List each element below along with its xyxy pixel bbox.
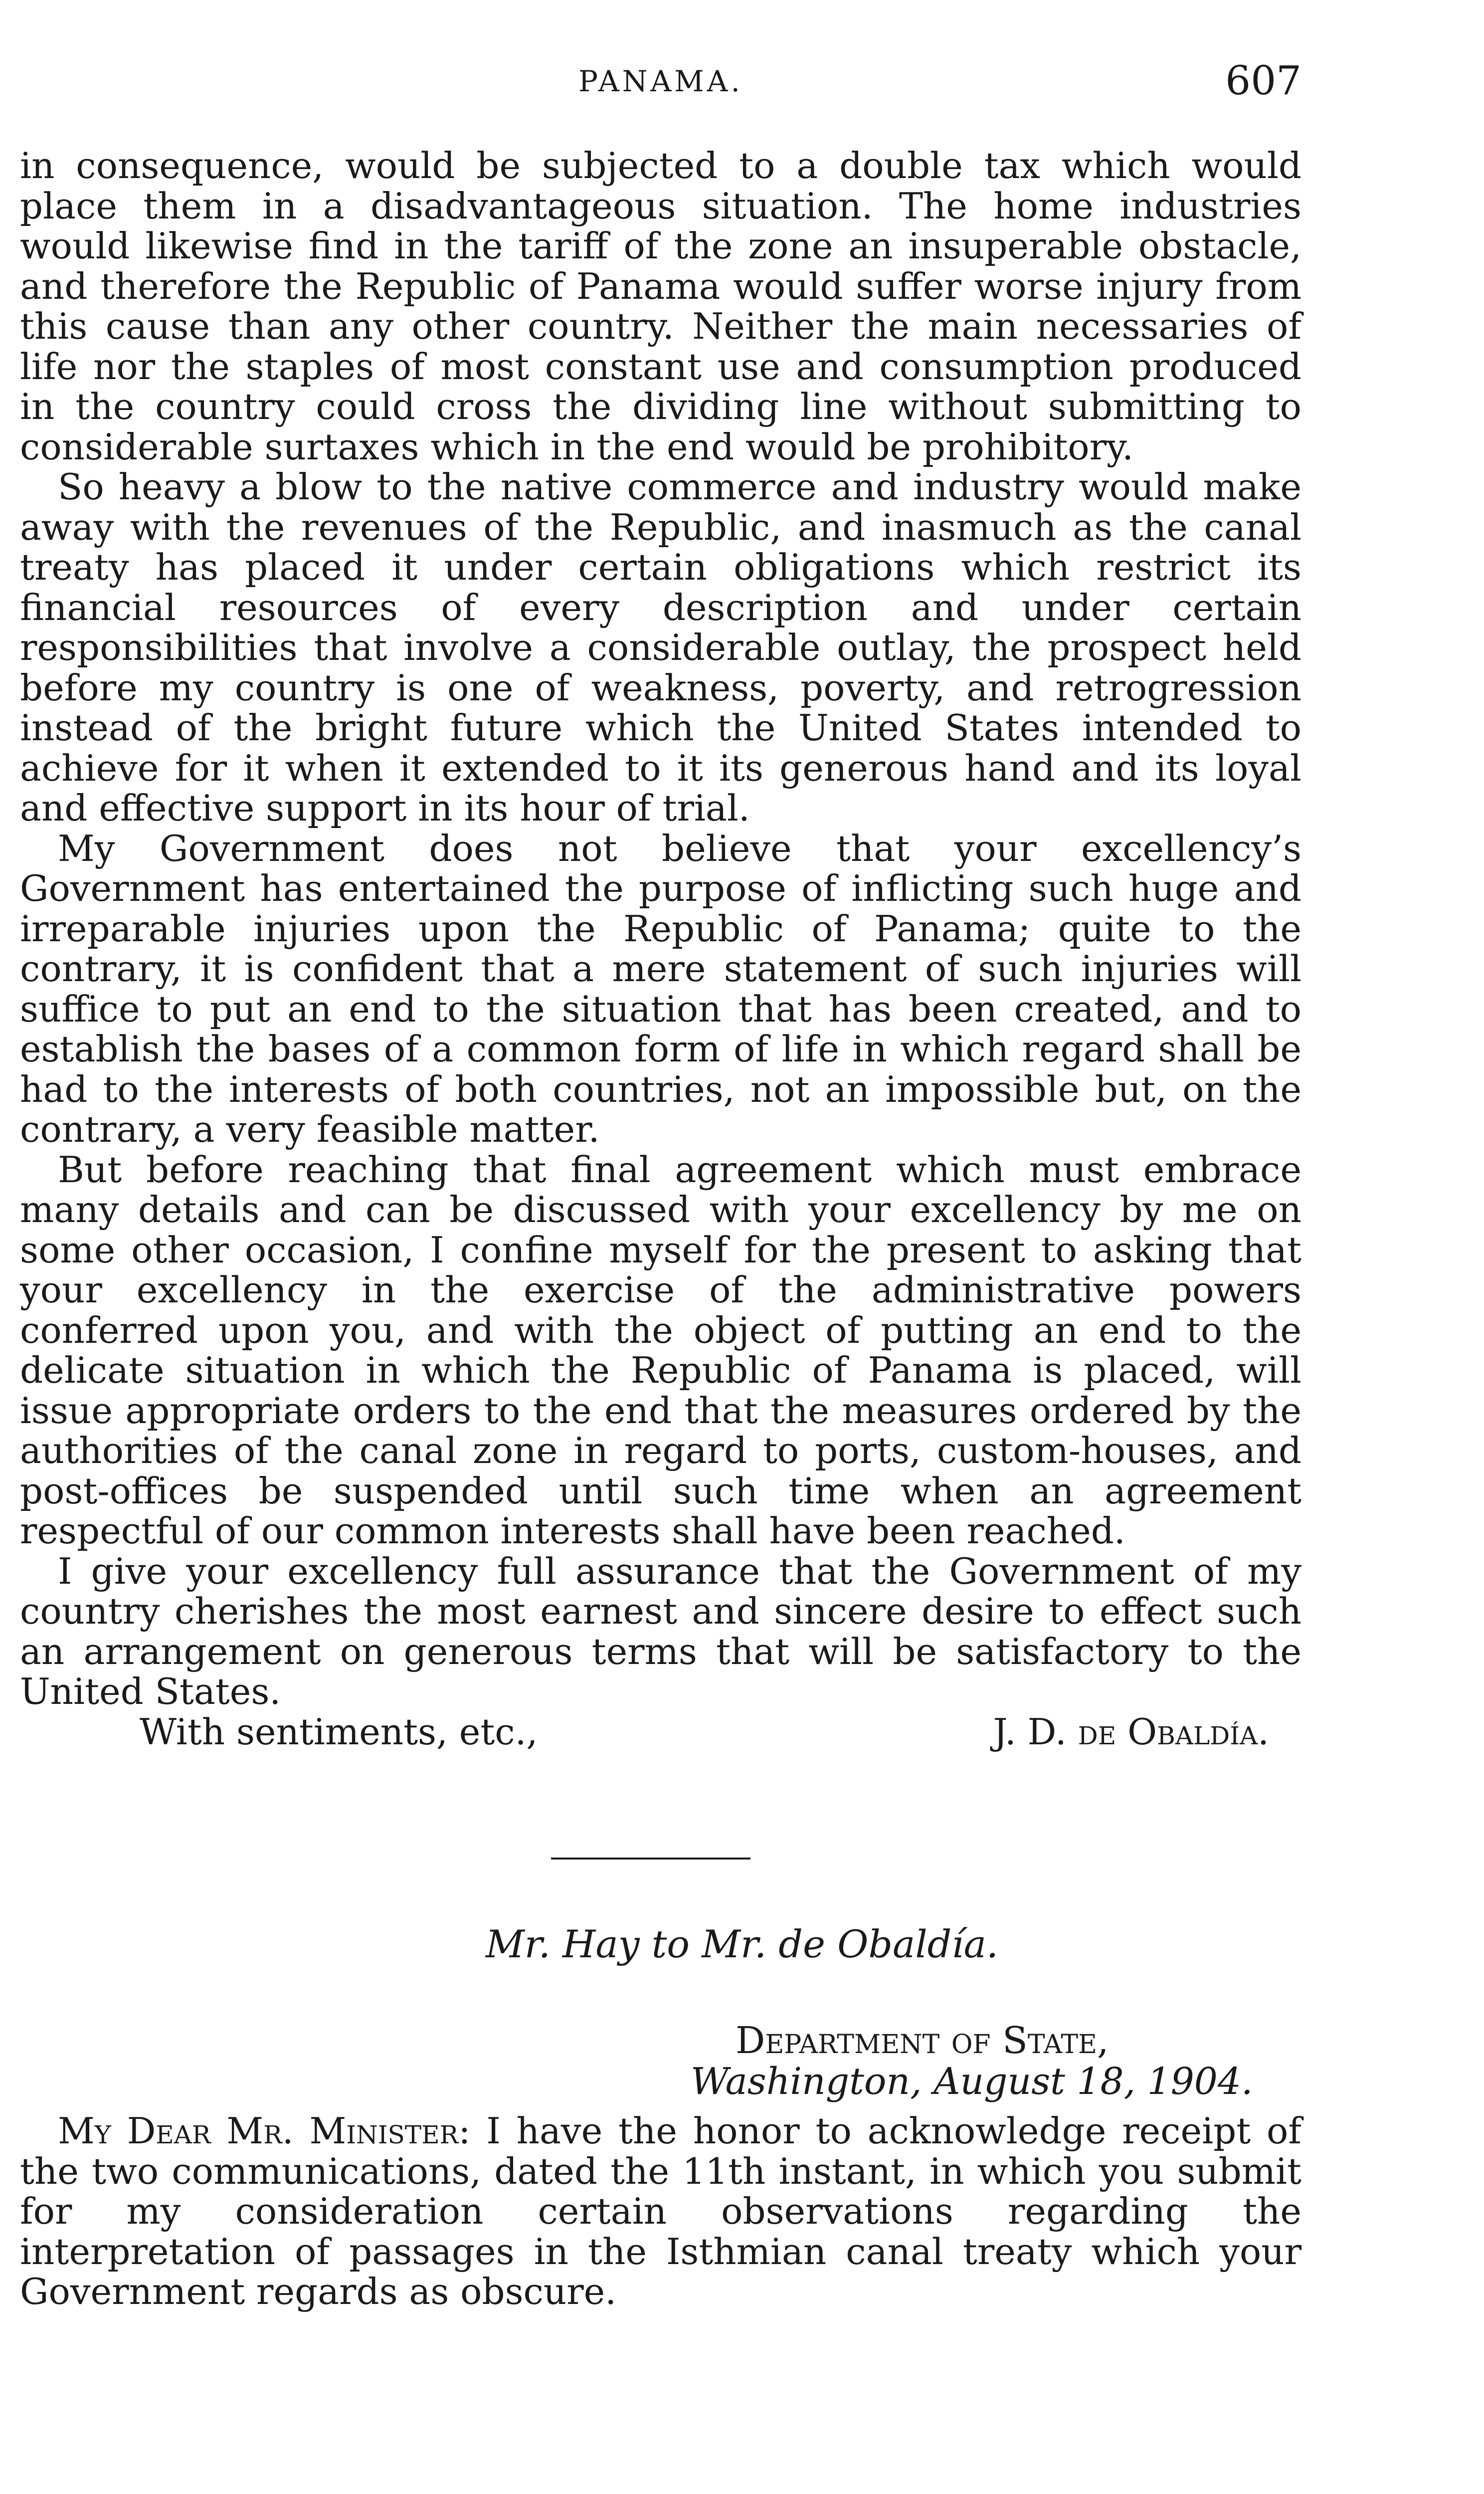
closing-phrase: With sentiments, etc., bbox=[140, 1710, 538, 1753]
paragraph-3: My Government does not believe that your excellency’s Government has entertained the purpose of inflicting such huge and irreparable injuries upon the Republic of Panama; quite to the contrary, it is confident that a mere statement of such injuries will suffice to put an end to the situation that has been created, and to establish the bases of a common form of life in which regard shall be had to the interests of both countries, not an impossible but, on the contrary, a very feasible matter. bbox=[20, 827, 1301, 1150]
paragraph-1: in consequence, would be subjected to a double tax which would place them in a disadvantageous situation. The home industries would likewise find in the tariff of the zone an insuperable obstacle, and therefore the Republic of Panama would suffer worse injury from this cause than any other country. Neither the main necessaries of life nor the staples of most constant use and consumption produced in the country could cross the dividing line without submitting to considerable surtaxes which in the end would be prohibitory. bbox=[20, 145, 1301, 468]
section-divider bbox=[551, 1858, 750, 1860]
letter-heading: Mr. Hay to Mr. de Obaldía. bbox=[485, 1922, 999, 1966]
running-head bbox=[20, 57, 1301, 107]
salutation: My Dear Mr. Minister: bbox=[58, 2110, 471, 2152]
paragraph-5: I give your excellency full assurance that the Government of my country cherishes the most earnest and sincere desire to effect such an arrangement on generous terms that will be satisfactory to the United States. bbox=[20, 1550, 1301, 1712]
signoff bbox=[20, 1712, 1301, 1752]
running-title: PANAMA. bbox=[578, 64, 743, 98]
paragraph-2: So heavy a blow to the native commerce and industry would make away with the revenues of the Republic, and inasmuch as the canal treaty has placed it under certain obligations which restrict its financial resources of every description and under certain responsibilities that involve a considerable outlay, the prospect held before my country is one of weakness, poverty, and retrogression instead of the bright future which the United States intended to achieve for it when it extended to it its generous hand and its loyal and effective support in its hour of trial. bbox=[20, 466, 1301, 829]
signature: J. D. de Obaldía. bbox=[993, 1710, 1269, 1753]
dateline bbox=[691, 2020, 1319, 2102]
opening-text: I have the honor to acknowledge receipt of the two communications, dated the 11th instant, in which you submit for my consideration certain observations regarding the interpretation of passages in the Isthmian canal treaty which your Government regards as obscure. bbox=[20, 2110, 1301, 2312]
place-date-line: Washington, August 18, 1904. bbox=[691, 2060, 1253, 2103]
department-line: Department of State, bbox=[736, 2019, 1109, 2062]
paragraph-4: But before reaching that final agreement which must embrace many details and can be discussed with your excellency by me on some other occasion, I confine myself for the present to asking that your excellency in the exercise of the administrative powers conferred upon you, and with the object of putting an end to the delicate situation in which the Republic of Panama is placed, will issue appropriate orders to the end that the measures ordered by the authorities of the canal zone in regard to ports, custom-houses, and post-offices be suspended until such time when an agreement respectful of our common interests shall have been reached. bbox=[20, 1148, 1301, 1552]
letter-body-continued bbox=[20, 146, 1301, 1752]
opening-paragraph bbox=[20, 2111, 1301, 2312]
page-number: 607 bbox=[1225, 57, 1301, 104]
new-letter-body bbox=[20, 2111, 1301, 2312]
